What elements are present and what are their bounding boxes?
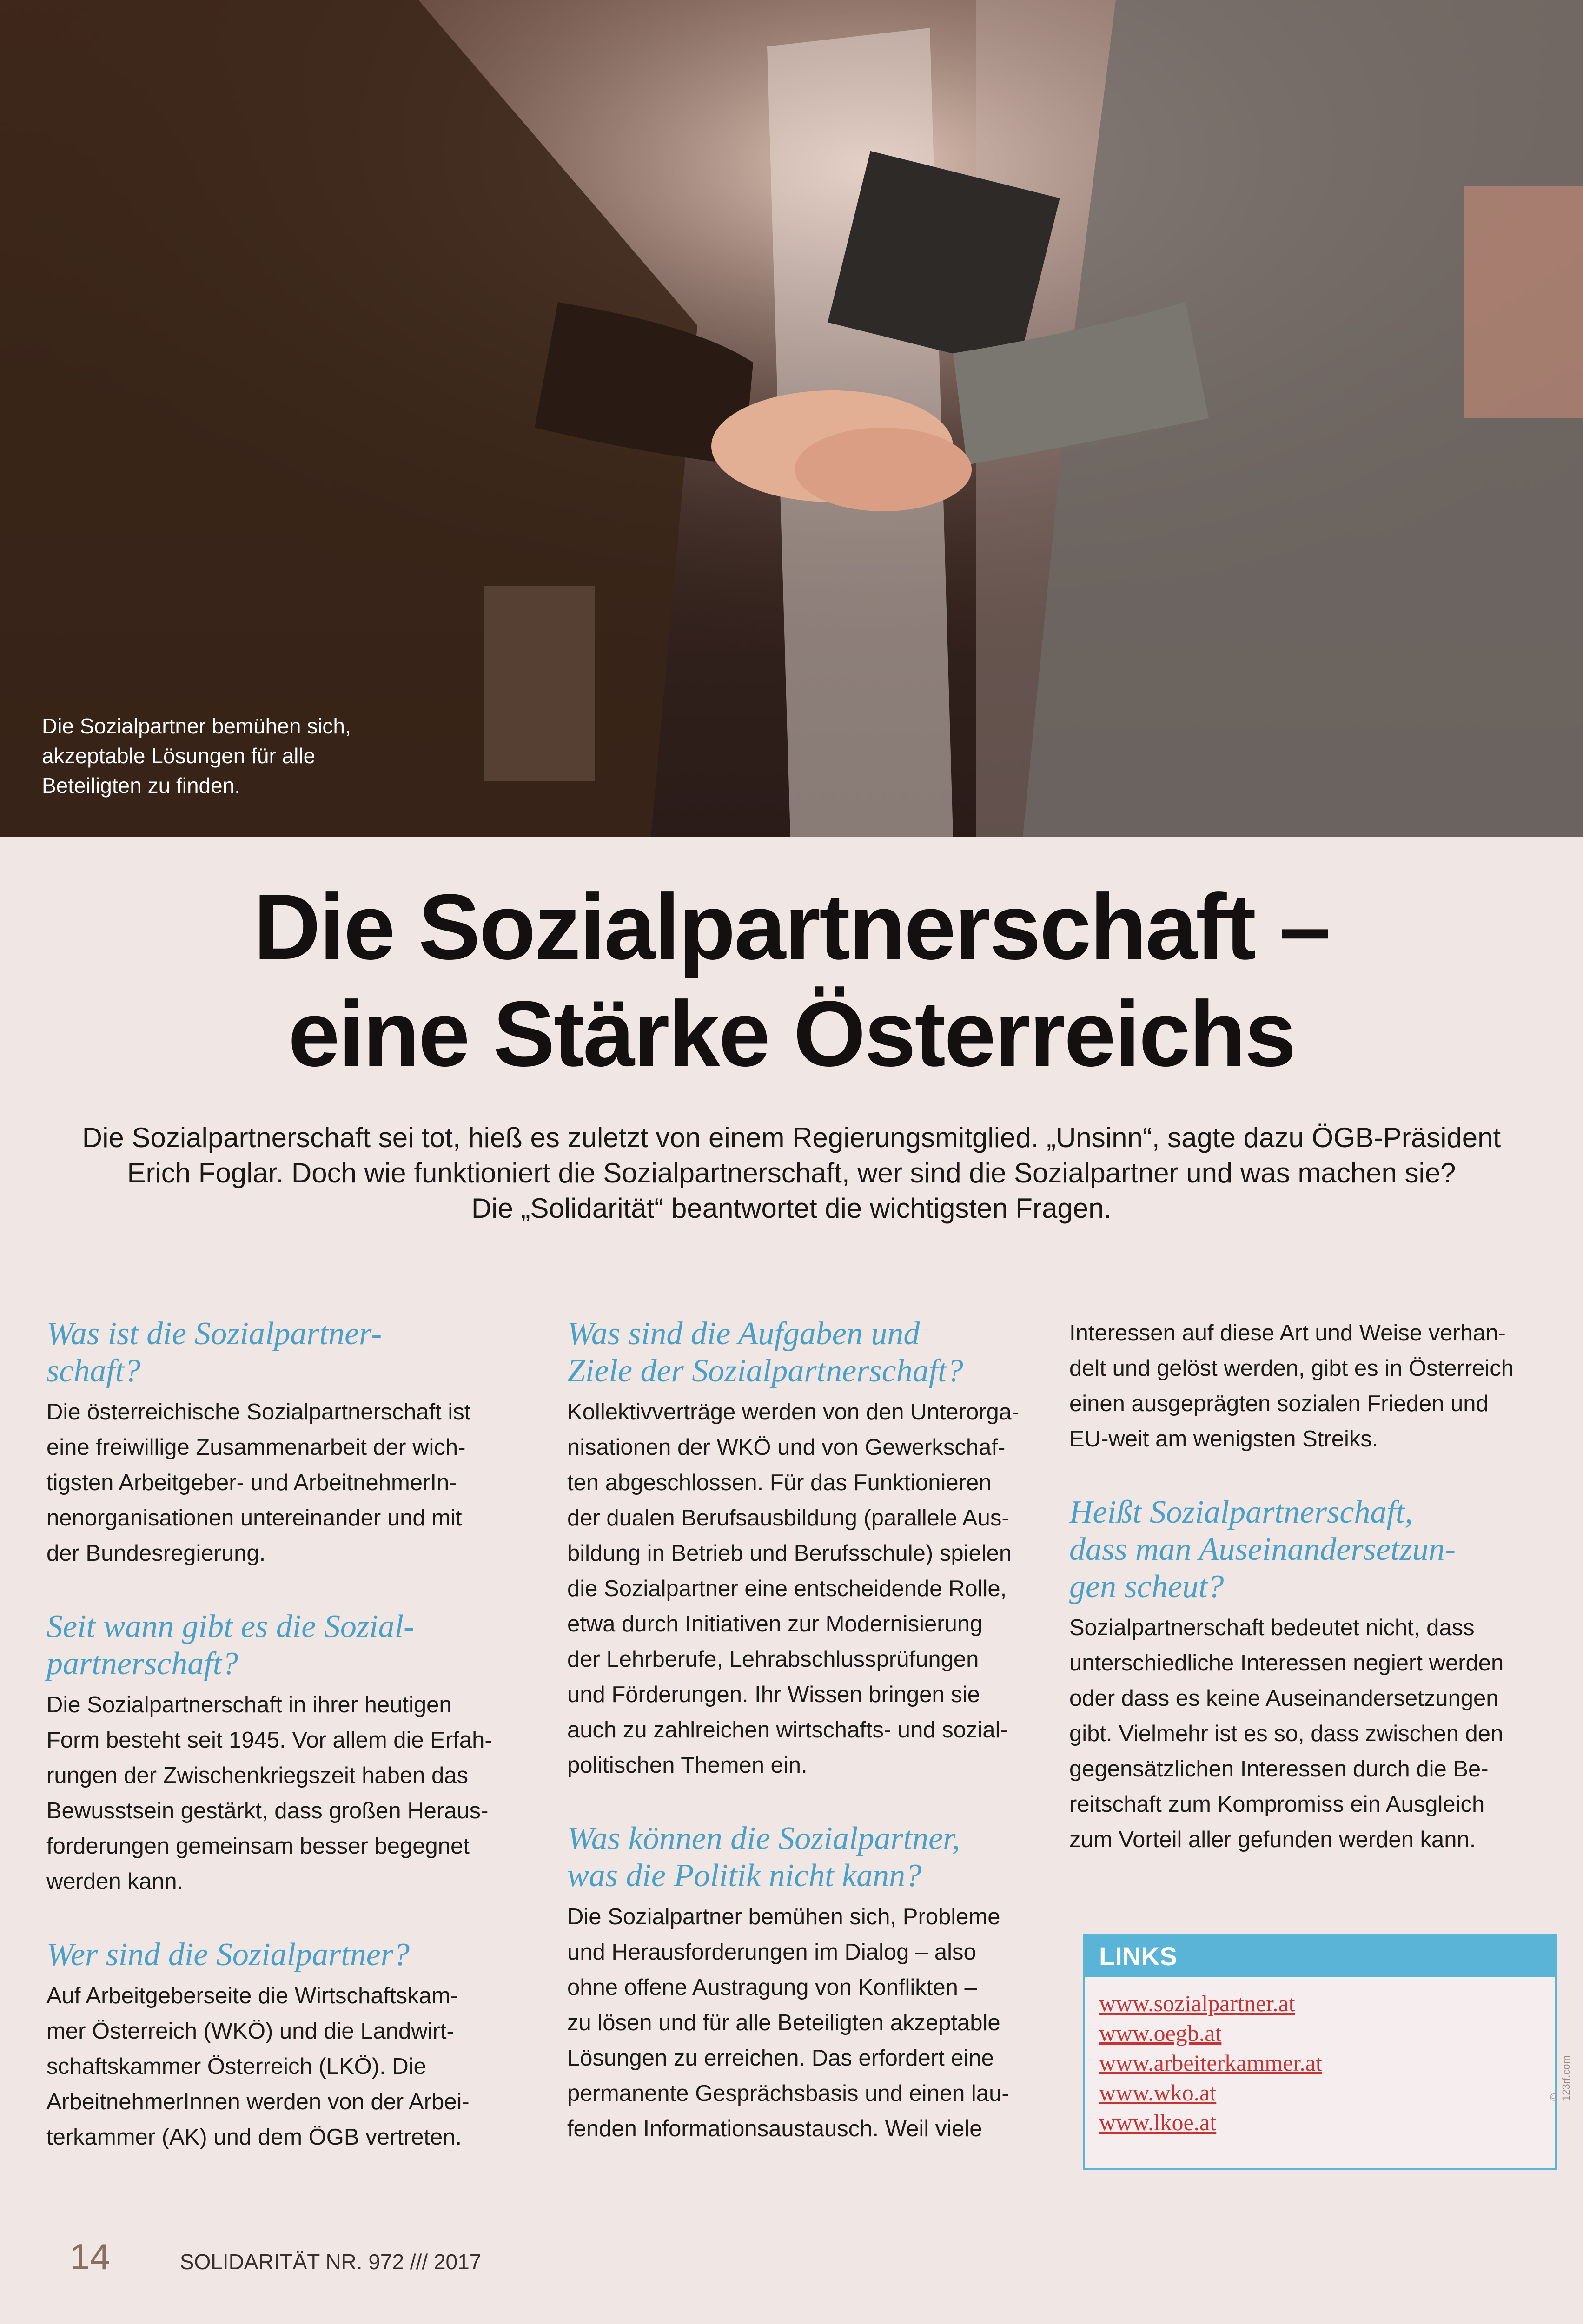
heading-line: partnerschaft? xyxy=(46,1646,238,1682)
text-line: reitschaft zum Kompromiss ein Ausgleich xyxy=(1069,1792,1485,1817)
text-line: eine freiwillige Zusammenarbeit der wich- xyxy=(46,1435,466,1460)
text-line: Auf Arbeitgeberseite die Wirtschaftskam- xyxy=(46,1983,458,2008)
text-line: zu lösen und für alle Beteiligten akzeptable xyxy=(567,2010,1000,2035)
page-number: 14 xyxy=(70,2236,110,2277)
answer-text xyxy=(1069,1315,1557,1457)
heading-line: Was sind die Aufgaben und xyxy=(567,1316,920,1352)
article-headline xyxy=(0,874,1583,1088)
headline-line-1: Die Sozialpartnerschaft – xyxy=(253,875,1330,979)
text-line: nenorganisationen untereinander und mit xyxy=(46,1505,462,1531)
text-line: Die Sozialpartnerschaft in ihrer heutigen xyxy=(46,1692,452,1717)
question-heading xyxy=(567,1315,1051,1390)
link-oegb[interactable]: www.oegb.at xyxy=(1099,2020,1222,2046)
headline-line-2: eine Stärke Österreichs xyxy=(288,982,1295,1086)
text-line: der Bundesregierung. xyxy=(46,1541,266,1566)
text-line: Bewusstsein gestärkt, dass großen Heraus- xyxy=(46,1798,489,1823)
answer-text xyxy=(1069,1610,1557,1857)
links-box xyxy=(1083,1934,1557,2170)
question-heading xyxy=(567,1820,1051,1895)
article-column-2 xyxy=(567,1315,1051,2184)
heading-line: Was können die Sozialpartner, xyxy=(567,1821,960,1856)
links-title: LINKS xyxy=(1085,1935,1555,1977)
text-line: etwa durch Initiativen zur Modernisierung xyxy=(567,1611,983,1637)
answer-text xyxy=(46,1687,530,1899)
page-footer xyxy=(70,2236,481,2278)
text-line: Die österreichische Sozialpartnerschaft ist xyxy=(46,1400,471,1425)
text-line: auch zu zahlreichen wirtschafts- und sozial- xyxy=(567,1717,1008,1743)
text-line: einen ausgeprägten sozialen Frieden und xyxy=(1069,1391,1489,1416)
text-line: werden kann. xyxy=(46,1869,184,1894)
text-line: und Herausforderungen im Dialog – also xyxy=(567,1940,976,1965)
answer-text xyxy=(567,1394,1051,1783)
heading-line: Heißt Sozialpartnerschaft, xyxy=(1069,1494,1413,1530)
article-column-3 xyxy=(1069,1315,1557,1895)
heading-line: was die Politik nicht kann? xyxy=(567,1858,922,1894)
handshake-photo xyxy=(0,0,1583,837)
text-line: Form besteht seit 1945. Vor allem die Erfah- xyxy=(46,1728,492,1753)
question-heading xyxy=(46,1315,530,1390)
text-line: schaftskammer Österreich (LKÖ). Die xyxy=(46,2054,426,2079)
link-wko[interactable]: www.wko.at xyxy=(1099,2080,1217,2106)
link-lkoe[interactable]: www.lkoe.at xyxy=(1099,2109,1217,2135)
heading-line: Was ist die Sozialpartner- xyxy=(46,1316,382,1352)
text-line: mer Österreich (WKÖ) und die Landwirt- xyxy=(46,2019,454,2044)
answer-text xyxy=(46,1394,530,1571)
caption-line: Beteiligten zu finden. xyxy=(42,773,241,798)
answer-text xyxy=(46,1978,530,2155)
caption-line: akzeptable Lösungen für alle xyxy=(42,744,316,768)
text-line: nisationen der WKÖ und von Gewerkschaf- xyxy=(567,1435,1006,1460)
heading-line: Seit wann gibt es die Sozial- xyxy=(46,1609,415,1644)
links-list xyxy=(1085,1988,1555,2137)
text-line: rungen der Zwischenkriegszeit haben das xyxy=(46,1763,469,1788)
text-line: ten abgeschlossen. Für das Funktionieren xyxy=(567,1470,992,1495)
text-line: ohne offene Austragung von Konflikten – xyxy=(567,1975,977,2000)
text-line: Lösungen zu erreichen. Das erfordert eine xyxy=(567,2046,994,2071)
text-line: zum Vorteil aller gefunden werden kann. xyxy=(1069,1827,1476,1852)
question-heading xyxy=(1069,1494,1557,1605)
answer-text xyxy=(567,1899,1051,2146)
text-line: gegensätzlichen Interessen durch die Be- xyxy=(1069,1756,1489,1782)
text-line: gibt. Vielmehr ist es so, dass zwischen den xyxy=(1069,1721,1504,1746)
link-arbeiterkammer[interactable]: www.arbeiterkammer.at xyxy=(1099,2050,1322,2076)
photo-caption xyxy=(42,711,460,800)
article-lead xyxy=(56,1120,1527,1226)
publication-info: SOLIDARITÄT NR. 972 /// 2017 xyxy=(179,2250,482,2274)
text-line: und Förderungen. Ihr Wissen bringen sie xyxy=(567,1682,980,1707)
lead-line: Die „Solidarität“ beantwortet die wichtigsten Fragen. xyxy=(471,1193,1112,1224)
text-line: ArbeitnehmerInnen werden von der Arbei- xyxy=(46,2089,470,2114)
lead-line: Die Sozialpartnerschaft sei tot, hieß es zuletzt von einem Regierungsmitglied. „Unsinn“, sagte dazu ÖGB-Präsident xyxy=(82,1122,1501,1153)
text-line: permanente Gesprächsbasis und einen lau- xyxy=(567,2081,1009,2106)
text-line: tigsten Arbeitgeber- und ArbeitnehmerIn- xyxy=(46,1470,457,1495)
lead-line: Erich Foglar. Doch wie funktioniert die Sozialpartnerschaft, wer sind die Sozialpartner und was machen sie? xyxy=(127,1157,1456,1188)
heading-line: Wer sind die Sozialpartner? xyxy=(46,1937,410,1973)
text-line: oder dass es keine Auseinandersetzungen xyxy=(1069,1686,1499,1711)
text-line: der Lehrberufe, Lehrabschlussprüfungen xyxy=(567,1647,979,1672)
text-line: Die Sozialpartner bemühen sich, Probleme xyxy=(567,1904,1000,1929)
caption-line: Die Sozialpartner bemühen sich, xyxy=(42,714,351,738)
text-line: politischen Themen ein. xyxy=(567,1753,808,1778)
text-line: EU-weit am wenigsten Streiks. xyxy=(1069,1426,1378,1452)
text-line: fenden Informationsaustausch. Weil viele xyxy=(567,2116,982,2141)
text-line: Interessen auf diese Art und Weise verhan- xyxy=(1069,1320,1506,1346)
text-line: forderungen gemeinsam besser begegnet xyxy=(46,1834,470,1859)
article-column-1 xyxy=(46,1315,530,2192)
question-heading xyxy=(46,1936,530,1974)
text-line: bildung in Betrieb und Berufsschule) spielen xyxy=(567,1541,1012,1566)
heading-line: dass man Auseinandersetzun- xyxy=(1069,1532,1456,1567)
link-sozialpartner[interactable]: www.sozialpartner.at xyxy=(1099,1990,1295,2016)
text-line: der dualen Berufsausbildung (parallele Aus- xyxy=(567,1505,1009,1531)
question-heading xyxy=(46,1608,530,1683)
heading-line: schaft? xyxy=(46,1353,141,1389)
heading-line: Ziele der Sozialpartnerschaft? xyxy=(567,1353,963,1389)
text-line: delt und gelöst werden, gibt es in Österreich xyxy=(1069,1356,1514,1381)
text-line: die Sozialpartner eine entscheidende Rolle, xyxy=(567,1576,1007,1601)
text-line: terkammer (AK) und dem ÖGB vertreten. xyxy=(46,2125,462,2150)
text-line: Kollektivverträge werden von den Unterorga- xyxy=(567,1400,1020,1425)
image-credit: © 123rf.com xyxy=(1548,2055,1572,2101)
heading-line: gen scheut? xyxy=(1069,1569,1224,1604)
text-line: Sozialpartnerschaft bedeutet nicht, dass xyxy=(1069,1615,1475,1640)
text-line: unterschiedliche Interessen negiert werden xyxy=(1069,1651,1504,1676)
